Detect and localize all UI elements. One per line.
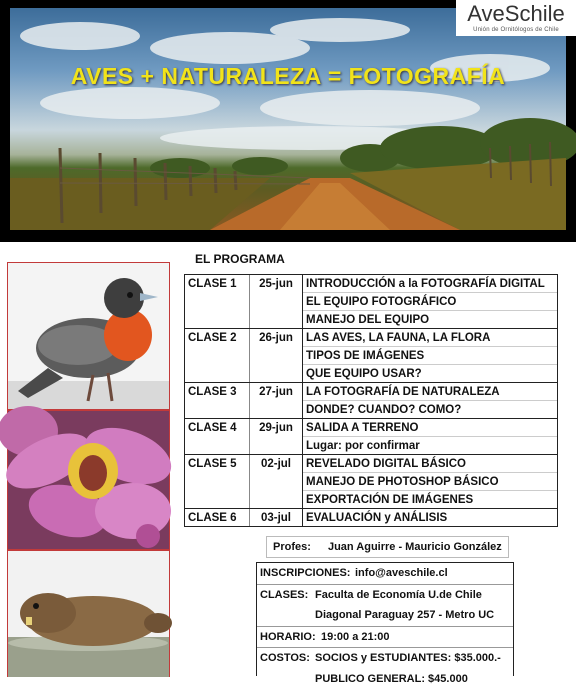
program-topic: Lugar: por confirmar — [303, 437, 558, 455]
aveschile-logo[interactable] — [456, 0, 576, 36]
program-date — [250, 365, 303, 383]
program-row — [185, 509, 558, 527]
logo-tagline: Unión de Ornitólogos de Chile — [456, 26, 576, 34]
banner-title: AVES + NATURALEZA = FOTOGRAFÍA — [10, 63, 566, 90]
costos-row — [257, 647, 513, 669]
horario-label: HORARIO: — [260, 627, 316, 647]
program-row — [185, 419, 558, 437]
program-topic: EVALUACIÓN y ANÁLISIS — [303, 509, 558, 527]
program-class: CLASE 2 — [185, 329, 250, 347]
program-topic: QUE EQUIPO USAR? — [303, 365, 558, 383]
registration-box — [256, 562, 514, 676]
program-table — [184, 274, 558, 527]
program-class: CLASE 5 — [185, 455, 250, 473]
program-date: 25-jun — [250, 275, 303, 293]
program-date — [250, 473, 303, 491]
horario-valor: 19:00 a 21:00 — [321, 627, 390, 647]
landscape-illustration — [10, 8, 566, 230]
program-topic: EL EQUIPO FOTOGRÁFICO — [303, 293, 558, 311]
program-row — [185, 383, 558, 401]
program-topic: EXPORTACIÓN DE IMÁGENES — [303, 491, 558, 509]
photo-strip — [7, 262, 170, 677]
program-class — [185, 473, 250, 491]
program-row — [185, 365, 558, 383]
program-class — [185, 437, 250, 455]
program-class — [185, 347, 250, 365]
program-class: CLASE 4 — [185, 419, 250, 437]
program-class: CLASE 6 — [185, 509, 250, 527]
program-class: CLASE 3 — [185, 383, 250, 401]
program-topic: REVELADO DIGITAL BÁSICO — [303, 455, 558, 473]
program-topic: LA FOTOGRAFÍA DE NATURALEZA — [303, 383, 558, 401]
program-row — [185, 437, 558, 455]
clases-label: CLASES: — [260, 585, 308, 605]
program-date: 03-jul — [250, 509, 303, 527]
coypu-illustration — [8, 551, 169, 677]
program-topic: MANEJO DEL EQUIPO — [303, 311, 558, 329]
program-topic: SALIDA A TERRENO — [303, 419, 558, 437]
program-heading: EL PROGRAMA — [195, 252, 285, 266]
program-topic: TIPOS DE IMÁGENES — [303, 347, 558, 365]
clases-address-row — [257, 605, 513, 626]
program-class — [185, 401, 250, 419]
inscripciones-label: INSCRIPCIONES: — [260, 563, 350, 583]
program-topic: INTRODUCCIÓN a la FOTOGRAFÍA DIGITAL — [303, 275, 558, 293]
bird-photo — [7, 262, 170, 410]
program-date: 02-jul — [250, 455, 303, 473]
costos-label: COSTOS: — [260, 648, 310, 668]
program-row — [185, 401, 558, 419]
program-row — [185, 275, 558, 293]
costos-publico-row — [257, 669, 513, 689]
inscripciones-email[interactable]: info@aveschile.cl — [355, 563, 448, 583]
teachers-box — [266, 536, 509, 558]
program-date: 27-jun — [250, 383, 303, 401]
program-row — [185, 347, 558, 365]
clases-row — [257, 584, 513, 606]
program-date — [250, 347, 303, 365]
horario-row — [257, 626, 513, 648]
hero-banner — [0, 0, 576, 242]
program-row — [185, 491, 558, 509]
flower-photo — [7, 410, 170, 550]
program-row — [185, 311, 558, 329]
clases-lugar: Faculta de Economía U.de Chile — [315, 585, 482, 605]
program-class — [185, 491, 250, 509]
program-date — [250, 311, 303, 329]
teachers-label: Profes: — [273, 541, 311, 553]
inscripciones-row — [257, 563, 513, 584]
logo-wordmark: AveSchile — [456, 0, 576, 26]
program-row — [185, 473, 558, 491]
costos-publico: PUBLICO GENERAL: $45.000 — [315, 669, 468, 689]
bird-illustration — [8, 263, 169, 409]
program-date — [250, 401, 303, 419]
program-row — [185, 455, 558, 473]
program-class — [185, 293, 250, 311]
program-class — [185, 365, 250, 383]
flower-illustration — [8, 411, 169, 549]
program-topic: DONDE? CUANDO? COMO? — [303, 401, 558, 419]
program-date — [250, 437, 303, 455]
program-topic: LAS AVES, LA FAUNA, LA FLORA — [303, 329, 558, 347]
program-row — [185, 293, 558, 311]
program-date — [250, 293, 303, 311]
teachers-names: Juan Aguirre - Mauricio González — [328, 541, 502, 553]
landscape-photo — [10, 8, 566, 230]
program-date: 26-jun — [250, 329, 303, 347]
program-date: 29-jun — [250, 419, 303, 437]
coypu-photo — [7, 550, 170, 677]
program-class: CLASE 1 — [185, 275, 250, 293]
program-date — [250, 491, 303, 509]
program-row — [185, 329, 558, 347]
program-class — [185, 311, 250, 329]
costos-socios: SOCIOS y ESTUDIANTES: $35.000.- — [315, 648, 501, 668]
program-topic: MANEJO DE PHOTOSHOP BÁSICO — [303, 473, 558, 491]
clases-direccion: Diagonal Paraguay 257 - Metro UC — [315, 605, 494, 625]
